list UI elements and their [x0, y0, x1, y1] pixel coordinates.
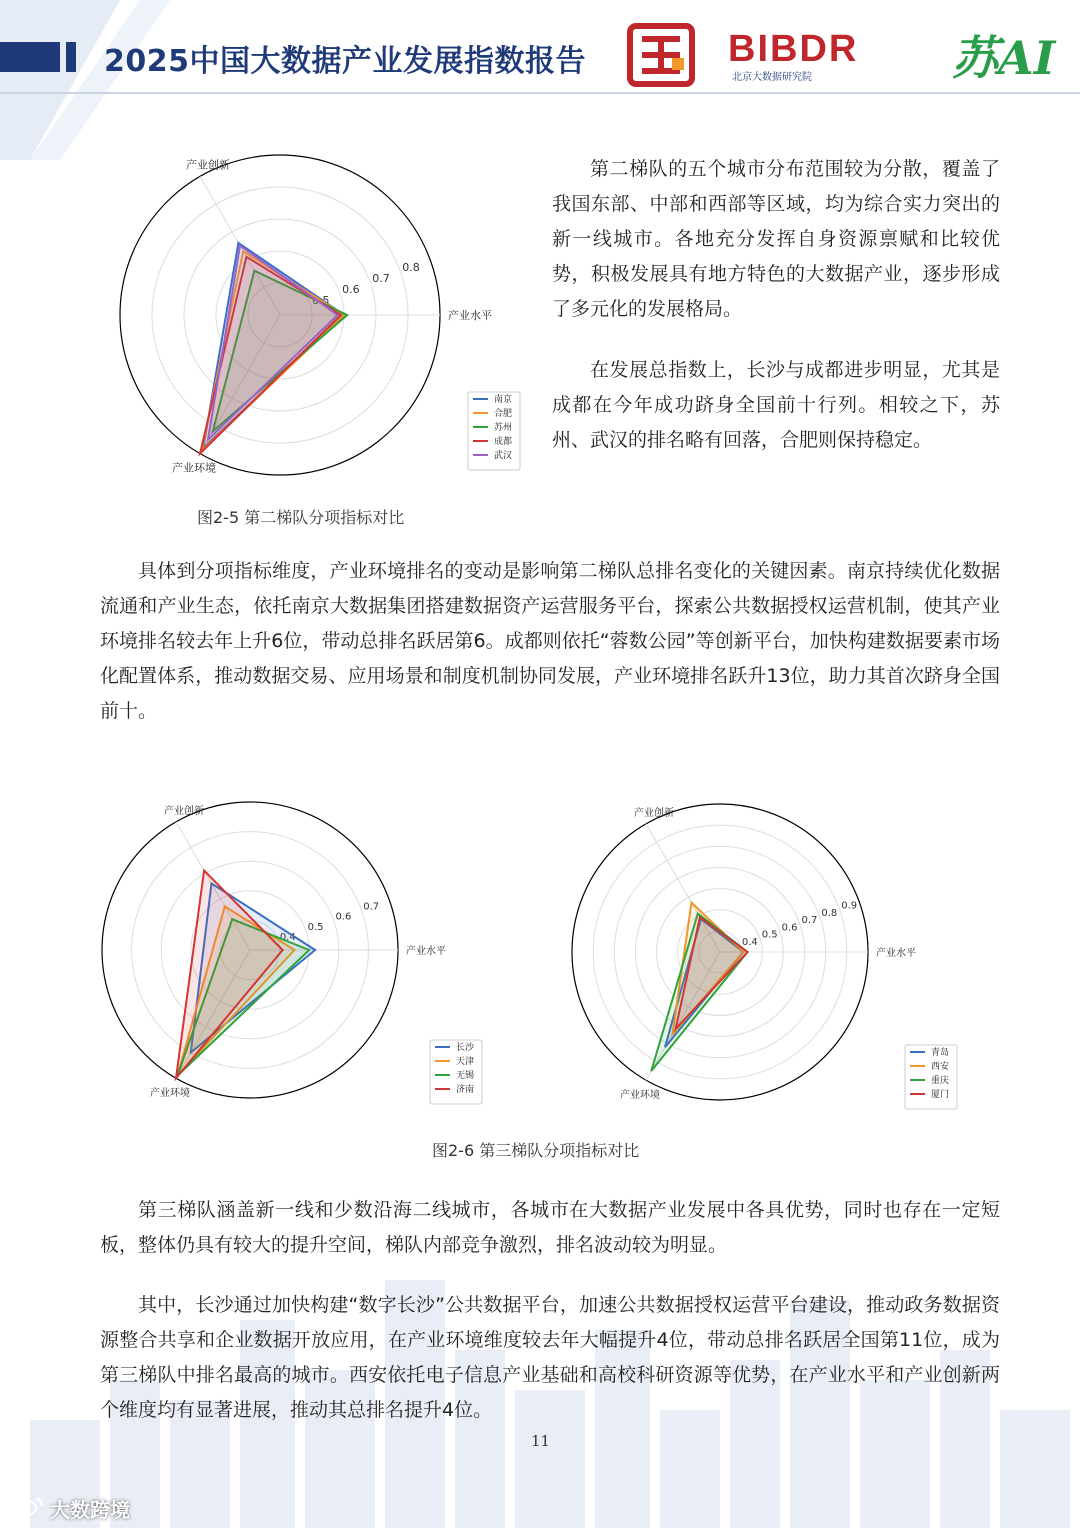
report-title: 2025中国大数据产业发展指数报告 [104, 44, 586, 79]
radar-legend-label: 重庆 [931, 1076, 950, 1086]
radar-tick-label: 0.6 [781, 922, 798, 934]
radar-legend-label: 厦门 [931, 1090, 950, 1100]
radar-tick-label: 0.4 [741, 936, 758, 948]
radar-axis-label: 产业环境 [620, 1090, 660, 1102]
weibo-icon [10, 1494, 46, 1518]
radar-axis-label: 产业创新 [634, 807, 674, 819]
page-number: 11 [531, 1432, 551, 1450]
radar-chart-fig-2-6-left [90, 790, 490, 1124]
radar-legend-label: 南京 [494, 395, 513, 405]
radar-legend-label: 合肥 [494, 409, 513, 419]
figure-2-5-caption: 图2-5 第二梯队分项指标对比 [197, 508, 405, 527]
radar-axis-label: 产业水平 [448, 309, 492, 322]
radar-axis-label: 产业创新 [164, 805, 204, 817]
radar-legend-label: 西安 [931, 1062, 950, 1072]
radar-chart-fig-2-5 [110, 130, 530, 504]
radar-tick-label: 0.5 [307, 921, 324, 933]
radar-legend-label: 青岛 [931, 1048, 950, 1058]
red-seal-logo [626, 22, 696, 88]
radar-axis-label: 产业环境 [150, 1088, 190, 1100]
calligraphy-logo: 苏AI [952, 31, 1056, 85]
radar-axis-label: 产业水平 [876, 948, 916, 959]
radar-legend-label: 无锡 [456, 1071, 475, 1081]
body-paragraph-1: 具体到分项指标维度，产业环境排名的变动是影响第二梯队总排名变化的关键因素。南京持续优化数据流通和产业生态，依托南京大数据集团搭建数据资产运营服务平台，探索公共数据授权运营机制，使其产业环境排名较去年上升6位，带动总排名跃居第6。成都则依托“蓉数公园”等创新平台，加快构建数据要素市场化配置体系，推动数据交易、应用场景和制度机制协同发展，产业环境排名跃升13位，助力其首次跻身全国前十。 [100, 560, 1000, 722]
bibdr-logo: BIBDR 北京大数据研究院 [728, 28, 859, 83]
radar-tick-label: 0.9 [841, 900, 858, 912]
radar-tick-label: 0.8 [402, 261, 420, 275]
watermark-text: 大数跨境 [50, 1498, 130, 1522]
intro-paragraph-2: 在发展总指数上，长沙与成都进步明显，尤其是成都在今年成功跻身全国前十行列。相较之下，苏州、武汉的排名略有回落，合肥则保持稳定。 [552, 359, 1000, 451]
figure-2-6-caption: 图2-6 第三梯队分项指标对比 [432, 1141, 640, 1160]
intro-paragraph-1: 第二梯队的五个城市分布范围较为分散，覆盖了我国东部、中部和西部等区域，均为综合实力突出的新一线城市。各地充分发挥自身资源禀赋和比较优势，积极发展具有地方特色的大数据产业，逐步形成了多元化的发展格局。 [552, 158, 1000, 320]
radar-tick-label: 0.8 [821, 907, 838, 919]
radar-tick-label: 0.7 [372, 272, 390, 286]
radar-legend-label: 济南 [456, 1085, 475, 1095]
radar-tick-label: 0.4 [279, 931, 296, 943]
radar-legend-label: 长沙 [456, 1043, 475, 1053]
radar-tick-label: 0.5 [312, 294, 330, 308]
radar-tick-label: 0.5 [761, 929, 778, 941]
radar-legend-label: 天津 [456, 1057, 475, 1067]
radar-tick-label: 0.7 [363, 901, 380, 913]
radar-legend-label: 成都 [494, 437, 513, 447]
radar-axis-label: 产业水平 [406, 946, 446, 957]
header-divider [0, 92, 1080, 94]
radar-tick-label: 0.6 [342, 283, 360, 297]
radar-legend-label: 苏州 [494, 423, 513, 433]
body-paragraph-2: 第三梯队涵盖新一线和少数沿海二线城市，各城市在大数据产业发展中各具优势，同时也存在一定短板，整体仍具有较大的提升空间，梯队内部竞争激烈，排名波动较为明显。 [100, 1199, 1000, 1256]
radar-tick-label: 0.6 [335, 911, 352, 923]
header-accent-bar [0, 42, 60, 72]
radar-axis-label: 产业环境 [172, 461, 216, 475]
header-accent-bar-small [66, 42, 76, 72]
radar-axis-label: 产业创新 [186, 158, 230, 172]
radar-tick-label: 0.7 [801, 915, 818, 927]
radar-legend-label: 武汉 [494, 451, 513, 461]
body-paragraph-3: 其中，长沙通过加快构建“数字长沙”公共数据平台，加速公共数据授权运营平台建设，推动政务数据资源整合共享和企业数据开放应用，在产业环境维度较去年大幅提升4位，带动总排名跃居全国第11位，成为第三梯队中排名最高的城市。西安依托电子信息产业基础和高校科研资源等优势，在产业水平和产业创新两个维度均有显著进展，推动其总排名提升4位。 [100, 1294, 1000, 1421]
radar-chart-fig-2-6-right [560, 790, 960, 1124]
